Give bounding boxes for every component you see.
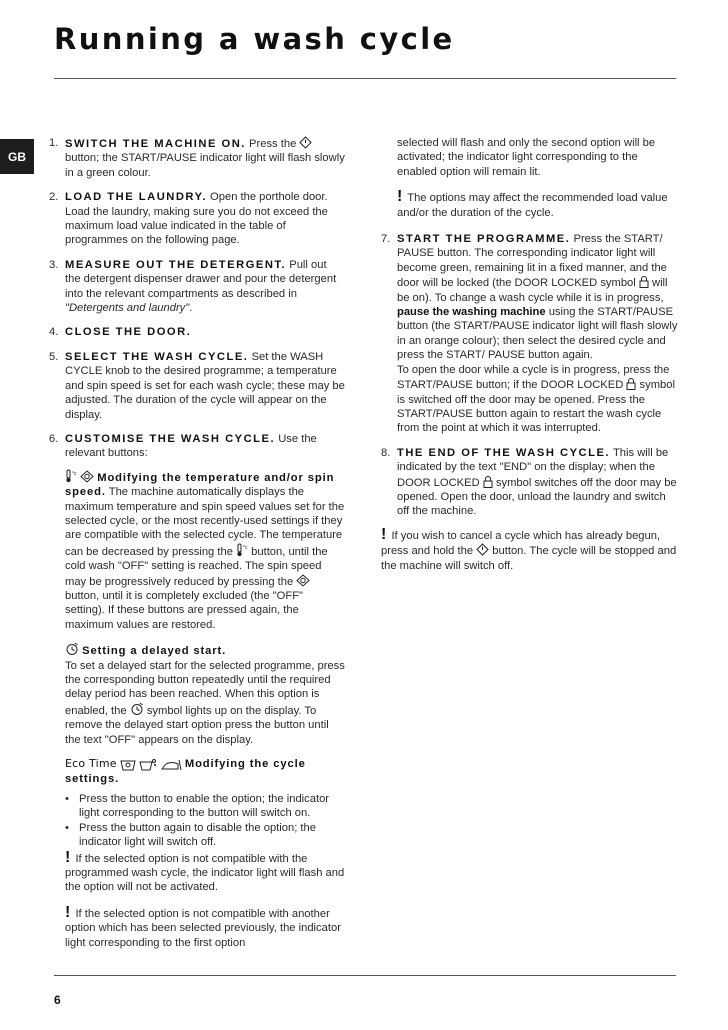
eco-time-label: Eco Time [65, 757, 117, 771]
temperature-spin-section: °c Modifying the temperature and/or spin speed. The machine automatically displays the maximum temperature and spin speed values set for the selected cycle, or the most recently-used settings if they are compatible with the selected cycle. The temperature can be decreased by pressing the °c button, until the cold wash "OFF" setting is reached. The spin speed may be progressively reduced by pressing the button, until it is completely excluded (the "OFF" setting). If these buttons are pressed again, the maximum values are restored. [65, 470, 345, 631]
delayed-start-section: Setting a delayed start. To set a delayed start for the selected programme, press the corresponding button repeatedly until the required delay period has been reached. When this option is enabled, the symbol lights up on the display. To remove the delayed start option press the button until the text "OFF" appears on the display. [65, 642, 345, 747]
delay-icon [65, 642, 79, 656]
list-item: • Press the button again to disable the option; the indicator light will switch off. [65, 821, 316, 849]
extra-rinse-icon [139, 758, 157, 771]
power-icon [299, 136, 312, 149]
step-6-continued: selected will flash and only the second option will be activated; the indicator light corresponding to the enabled option will remain lit. [397, 137, 656, 178]
temperature-icon [236, 543, 248, 557]
svg-text:°c: °c [243, 544, 248, 551]
temperature-icon [65, 469, 77, 483]
cycle-settings-section [65, 757, 345, 950]
step-8: 8. THE END OF THE WASH CYCLE. This will be indicated by the text "END" on the display; when the DOOR LOCKED symbol switches off the door may be opened. Open the door, unload the laundry and switch off the machine. [381, 446, 677, 518]
left-column [49, 136, 345, 960]
warning-icon: ! [65, 848, 71, 866]
warning-icon: ! [65, 903, 71, 921]
step-6: 6. CUSTOMISE THE WASH CYCLE. Use the relevant buttons: [49, 432, 317, 460]
spin-icon [80, 470, 94, 483]
power-icon [476, 543, 489, 556]
warning-note: ! If the selected option is not compatible with the programmed wash cycle, the indicator light will flash and the option will not be activated. [65, 848, 345, 894]
warning-icon: ! [381, 525, 387, 543]
page-title: Running a wash cycle [54, 22, 455, 56]
warning-note: ! If the selected option is not compatible with another option which has been selected previously, the indicator light corresponding to the first option [65, 903, 341, 949]
warning-note: ! The options may affect the recommended load value and/or the duration of the cycle. [397, 188, 668, 219]
lock-icon [639, 275, 649, 288]
easy-iron-icon [160, 758, 182, 771]
lock-icon [483, 475, 493, 488]
bottom-rule [54, 975, 676, 976]
right-column [381, 136, 678, 573]
spin-icon [296, 574, 310, 587]
language-tab: GB [0, 139, 34, 174]
list-item: • Press the button to enable the option; the indicator light corresponding to the button will switch on. [65, 793, 330, 820]
super-wash-icon [120, 758, 136, 771]
lock-icon [626, 377, 636, 390]
step-7: 7. START THE PROGRAMME. Press the START/ PAUSE button. The corresponding indicator light will become green, remaining lit in a fixed manner, and the door will be locked (the DOOR LOCKED symbol will be on). To change a wash cycle while it is in progress, pause the washing machine using the START/PAUSE button (the START/PAUSE indicator light will flash slowly in an orange colour); then select the desired cycle and press the START/ PAUSE button again. To open the door while a cycle is in progress, press the START/PAUSE button; if the DOOR LOCKED symbol is switched off the door may be opened. Press the START/PAUSE button again to restart the wash cycle from the point at which it was interrupted. [381, 233, 678, 435]
page-number: 6 [54, 993, 61, 1007]
top-rule [54, 78, 676, 79]
step-5: 5. SELECT THE WASH CYCLE. Set the WASH CYCLE knob to the desired programme; a temperature and spin speed is set for each wash cycle; these may be adjusted. The duration of the cycle will appear on the display. [49, 350, 345, 421]
step-4: 4. CLOSE THE DOOR. [49, 326, 192, 339]
cancel-cycle-note: ! If you wish to cancel a cycle which has already begun, press and hold the button. The cycle will be stopped and the machine will switch off. [381, 525, 677, 572]
step-1: 1. SWITCH THE MACHINE ON. Press the button; the START/PAUSE indicator light will flash slowly in a green colour. [49, 137, 345, 179]
svg-text:°c: °c [72, 470, 77, 477]
delay-icon [130, 702, 144, 716]
step-2: 2. LOAD THE LAUNDRY. Open the porthole door. Load the laundry, making sure you do not exceed the maximum load value indicated in the table of programmes on the following page. [49, 191, 328, 247]
option-icons-row: Eco Time Modifying the cycle settings. [65, 757, 306, 785]
warning-icon: ! [397, 188, 403, 206]
step-3: 3. MEASURE OUT THE DETERGENT. Pull out the detergent dispenser drawer and pour the detergent into the relevant compartments as described in "Detergents and laundry". [49, 258, 337, 315]
step-heading: SWITCH THE MACHINE ON. [65, 138, 246, 150]
